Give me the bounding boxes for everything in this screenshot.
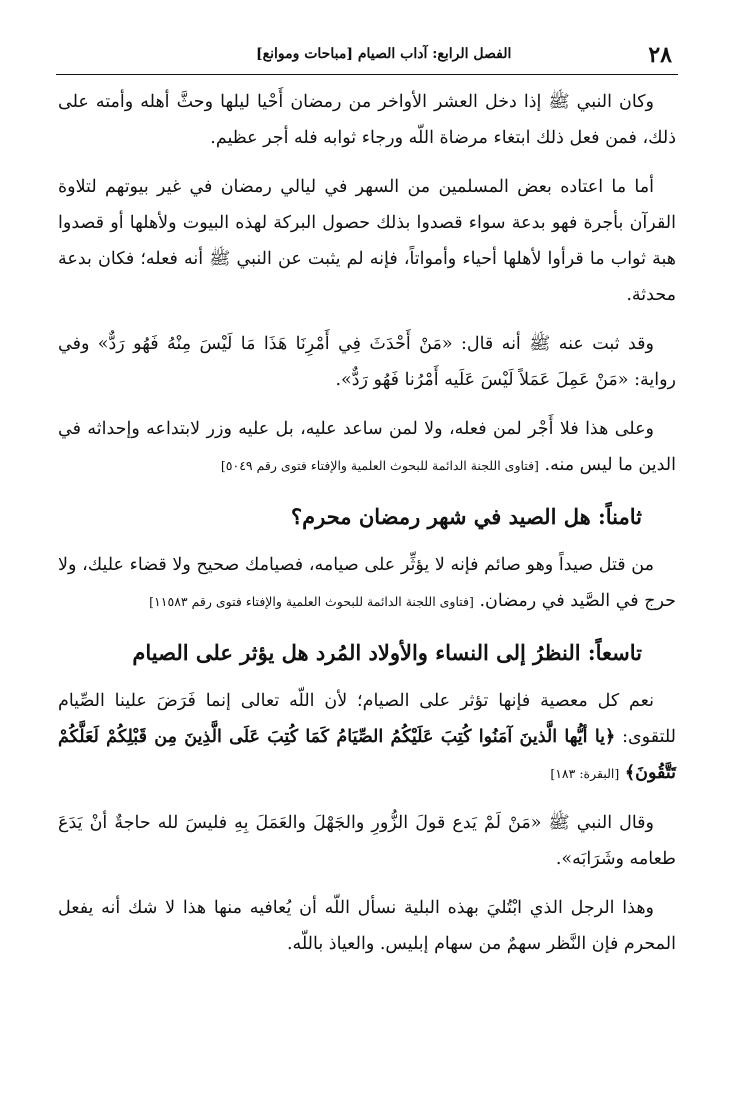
paragraph-no-reward-text: وعلى هذا فلا أَجْر لمن فعله، ولا لمن ساعد عليه، بل عليه وزر لابتداعه وإحداثه في الدين ما ليس منه. — [58, 419, 676, 475]
paragraph-sins — [58, 683, 676, 792]
quran-verse: ﴿يا أيُّها الَّذينَ آمَنُوا كُتِبَ عَلَيْكُمُ الصِّيَامُ كَمَا كُتِبَ عَلَى الَّذِينَ مِن قَبْلِكُمْ لَعَلَّكُمْ تَتَّقُونَ﴾ — [58, 727, 676, 783]
paragraph-innovation: أما ما اعتاده بعض المسلمين من السهر في ليالي رمضان في غير بيوتهم لتلاوة القرآن بأجرة فهو بدعة سواء قصدوا بذلك حصول البركة لهذه البيوت ولأهلها أو قصدوا هبة ثواب ما قرأوا لأهلها أحياء وأمواتاً، فإنه لم يثبت عن النبي ﷺ أنه فعله؛ فكان بدعة محدثة. — [58, 177, 676, 305]
heading-hunting: ثامناً: هل الصيد في شهر رمضان محرم؟ — [291, 504, 642, 529]
paragraph-hunting — [58, 547, 676, 620]
fatwa-reference: [فتاوى اللجنة الدائمة للبحوث العلمية والإفتاء فتوى رقم ١١٥٨٣] — [149, 594, 474, 609]
heading-looking: تاسعاً: النظرُ إلى النساء والأولاد المُرد هل يؤثر على الصيام — [132, 640, 642, 665]
fatwa-reference: [فتاوى اللجنة الدائمة للبحوث العلمية والإفتاء فتوى رقم ٥٠٤٩] — [220, 458, 539, 473]
paragraph-no-reward — [58, 411, 676, 484]
paragraph-night-prayer: وكان النبي ﷺ إذا دخل العشر الأواخر من رمضان أَحْيا ليلها وحثَّ أهله وأمته على ذلك، فمن فعل ذلك ابتغاء مرضاة اللّه ورجاء ثوابه فله أجر عظيم. — [58, 92, 676, 148]
page-header — [56, 40, 678, 75]
paragraph-affliction: وهذا الرجل الذي ابْتُليَ بهذه البلية نسأل اللّه أن يُعافيه منها هذا لا شك أنه يفعل المحرم فإن النَّظر سهمٌ من سهام إبليس. والعياذ باللّه. — [58, 898, 676, 954]
paragraph-sins-text: نعم كل معصية فإنها تؤثر على الصيام؛ لأن اللّه تعالى إنما فَرَضَ علينا الصِّيام للتقوى: — [58, 691, 676, 747]
paragraph-false-speech: وقال النبي ﷺ «مَنْ لَمْ يَدع قولَ الزُّورِ والجَهْلَ والعَمَلَ بِهِ فليسَ لله حاجةٌ أنْ يَدَعَ طعامه وشَرَابَه». — [58, 813, 676, 869]
body-text — [58, 84, 676, 975]
paragraph-hadith: وقد ثبت عنه ﷺ أنه قال: «مَنْ أَحْدَثَ فِي أَمْرِنَا هَذَا مَا لَيْسَ مِنْهُ فَهُو رَدٌّ» وفي رواية: «مَنْ عَمِلَ عَمَلاً لَيْسَ عَلَيه أَمْرُنا فَهُو رَدٌّ». — [58, 334, 676, 390]
paragraph-hunting-text: من قتل صيداً وهو صائم فإنه لا يؤثِّر على صيامه، فصيامك صحيح ولا قضاء عليك، ولا حرج في الصَّيد في رمضان. — [58, 555, 676, 611]
page-number: ٢٨ — [648, 42, 672, 68]
running-head: الفصل الرابع: آداب الصيام [مباحات وموانع] — [256, 46, 512, 62]
quran-reference: [البقرة: ١٨٣] — [550, 766, 620, 781]
